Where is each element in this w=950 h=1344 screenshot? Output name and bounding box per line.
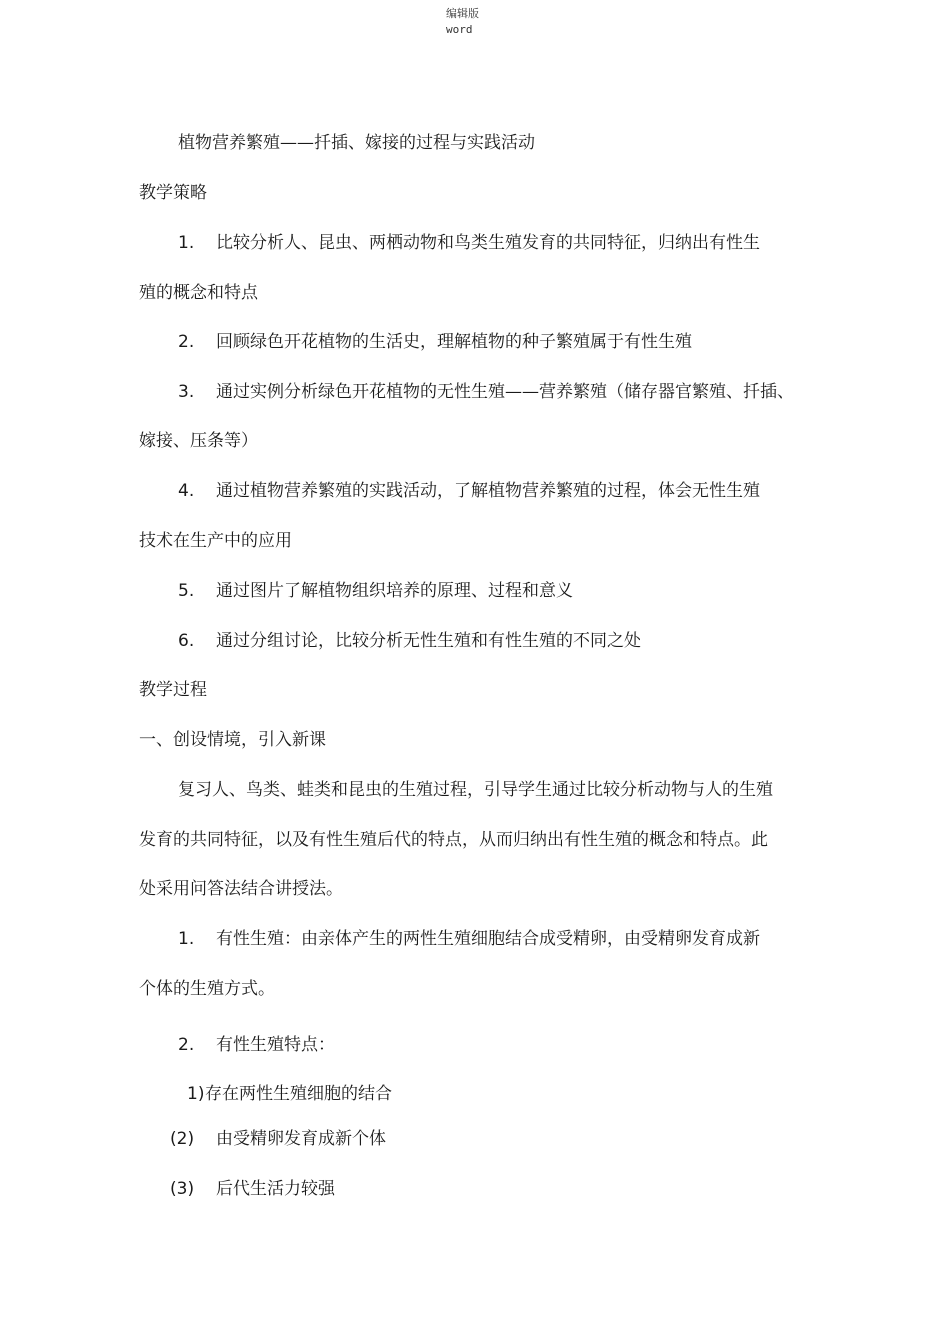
feature-text: 存在两性生殖细胞的结合: [205, 1084, 392, 1104]
point-text-continued: 个体的生殖方式。: [139, 979, 275, 999]
feature-number: (2): [170, 1129, 195, 1149]
strategy-text: 通过植物营养繁殖的实践活动，了解植物营养繁殖的过程，体会无性生殖: [216, 481, 760, 501]
intro-paragraph-line: 复习人、鸟类、蛙类和昆虫的生殖过程，引导学生通过比较分析动物与人的生殖: [178, 780, 773, 800]
strategy-text: 通过图片了解植物组织培养的原理、过程和意义: [216, 581, 573, 601]
strategy-text: 比较分析人、昆虫、两栖动物和鸟类生殖发育的共同特征，归纳出有性生: [216, 233, 760, 253]
feature-number: (3): [170, 1179, 195, 1199]
strategy-number: 2.: [178, 332, 195, 352]
intro-paragraph-line: 发育的共同特征，以及有性生殖后代的特点，从而归纳出有性生殖的概念和特点。此: [139, 830, 768, 850]
point-text: 有性生殖：由亲体产生的两性生殖细胞结合成受精卵，由受精卵发育成新: [216, 929, 760, 949]
section-heading-strategy: 教学策略: [139, 183, 207, 203]
strategy-number: 4.: [178, 481, 195, 501]
strategy-text: 回顾绿色开花植物的生活史，理解植物的种子繁殖属于有性生殖: [216, 332, 692, 352]
strategy-number: 5.: [178, 581, 195, 601]
point-number: 2.: [178, 1035, 195, 1055]
point-text: 有性生殖特点：: [216, 1035, 335, 1055]
point-number: 1.: [178, 929, 195, 949]
strategy-number: 3.: [178, 382, 195, 402]
section-heading-process: 教学过程: [139, 680, 207, 700]
strategy-text-continued: 技术在生产中的应用: [139, 531, 292, 551]
document-title: 植物营养繁殖——扦插、嫁接的过程与实践活动: [178, 133, 535, 153]
part-one-heading: 一、创设情境，引入新课: [139, 730, 326, 750]
feature-number: 1): [187, 1084, 205, 1104]
page-header: [446, 6, 479, 38]
strategy-text-continued: 嫁接、压条等）: [139, 431, 258, 451]
feature-text: 后代生活力较强: [216, 1179, 335, 1199]
header-line-2: word: [446, 23, 473, 36]
strategy-text: 通过分组讨论，比较分析无性生殖和有性生殖的不同之处: [216, 631, 641, 651]
header-line-1: 编辑版: [446, 7, 479, 20]
feature-text: 由受精卵发育成新个体: [216, 1129, 386, 1149]
strategy-number: 6.: [178, 631, 195, 651]
strategy-number: 1.: [178, 233, 195, 253]
strategy-text-continued: 殖的概念和特点: [139, 283, 258, 303]
strategy-text: 通过实例分析绿色开花植物的无性生殖——营养繁殖（储存器官繁殖、扦插、: [216, 382, 794, 402]
intro-paragraph-line: 处采用问答法结合讲授法。: [139, 879, 343, 899]
